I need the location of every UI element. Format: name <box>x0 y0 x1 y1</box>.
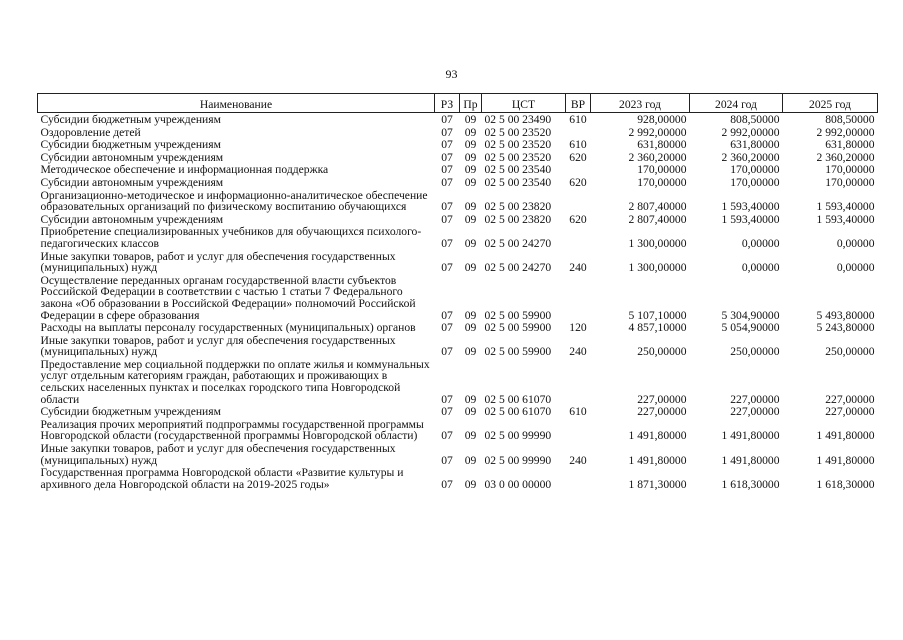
table-row <box>38 189 878 213</box>
cell-2025: 1 593,40000 <box>816 200 875 214</box>
cell-name: Оздоровление детей <box>40 125 141 139</box>
cell-pr: 09 <box>464 150 477 164</box>
cell-2025: 1 593,40000 <box>816 212 875 226</box>
cell-2025: 1 491,80000 <box>816 429 875 443</box>
cell-rz: 07 <box>441 175 453 189</box>
table-row <box>38 466 878 490</box>
table-row <box>38 250 878 274</box>
cell-name: Расходы на выплаты персоналу государственных (муниципальных) органов <box>40 321 416 335</box>
table-row <box>38 334 878 358</box>
cell-2025: 0,00000 <box>836 236 875 250</box>
cell-2025: 1 618,30000 <box>816 477 875 491</box>
cell-2023: 5 107,10000 <box>628 308 687 322</box>
cell-2025: 170,00000 <box>825 175 875 189</box>
cell-2024: 0,00000 <box>741 236 780 250</box>
header-2023: 2023 год <box>591 94 690 113</box>
cell-2025: 227,00000 <box>825 392 875 406</box>
cell-cst: 02 5 00 23540 <box>484 175 552 189</box>
table-header-row <box>38 94 878 113</box>
table-row <box>38 138 878 151</box>
cell-cst: 02 5 00 61070 <box>484 405 552 419</box>
table-row <box>38 225 878 249</box>
cell-2024: 2 992,00000 <box>721 125 780 139</box>
cell-name: Методическое обеспечение и информационная поддержка <box>40 163 329 177</box>
cell-2025: 2 360,20000 <box>816 150 875 164</box>
cell-pr: 09 <box>464 175 477 189</box>
cell-rz: 07 <box>441 261 453 275</box>
cell-cst: 02 5 00 59900 <box>484 345 552 359</box>
cell-vr <box>566 126 591 139</box>
cell-vr <box>566 225 591 249</box>
cell-cst: 02 5 00 59900 <box>484 321 552 335</box>
header-name: Наименование <box>38 94 435 113</box>
cell-vr <box>566 274 591 321</box>
budget-table <box>37 93 878 490</box>
cell-2025: 5 493,80000 <box>816 308 875 322</box>
table-row <box>38 151 878 164</box>
cell-cst: 02 5 00 23520 <box>484 138 552 152</box>
cell-2023: 631,80000 <box>637 138 687 152</box>
cell-pr: 09 <box>464 392 477 406</box>
cell-pr: 09 <box>464 453 477 467</box>
cell-rz: 07 <box>441 125 453 139</box>
cell-2023: 1 300,00000 <box>628 261 687 275</box>
cell-cst: 03 0 00 00000 <box>484 477 552 491</box>
cell-2025: 631,80000 <box>825 138 875 152</box>
cell-cst: 02 5 00 23820 <box>484 212 552 226</box>
cell-cst: 02 5 00 23820 <box>484 200 552 214</box>
cell-2025: 170,00000 <box>825 163 875 177</box>
table-row <box>38 442 878 466</box>
cell-cst: 02 5 00 99990 <box>484 453 552 467</box>
cell-pr: 09 <box>464 261 477 275</box>
cell-rz: 07 <box>441 429 453 443</box>
cell-2025: 1 491,80000 <box>816 453 875 467</box>
cell-vr <box>566 163 591 176</box>
cell-pr: 09 <box>464 138 477 152</box>
cell-name: Иные закупки товаров, работ и услуг для обеспечения государственных (муниципальных) нужд <box>40 249 396 275</box>
cell-2023: 4 857,10000 <box>628 321 687 335</box>
table-body <box>38 113 878 491</box>
cell-vr: 240 <box>569 261 587 275</box>
cell-vr: 620 <box>569 150 587 164</box>
header-vr: ВР <box>566 94 591 113</box>
cell-2023: 250,00000 <box>637 345 687 359</box>
cell-2024: 2 360,20000 <box>721 150 780 164</box>
cell-2023: 1 871,30000 <box>628 477 687 491</box>
cell-2024: 1 593,40000 <box>721 212 780 226</box>
table-row <box>38 213 878 226</box>
cell-cst: 02 5 00 23520 <box>484 125 552 139</box>
cell-cst: 02 5 00 23540 <box>484 163 552 177</box>
cell-rz: 07 <box>441 345 453 359</box>
cell-rz: 07 <box>441 477 453 491</box>
cell-cst: 02 5 00 23490 <box>484 113 552 126</box>
header-2025: 2025 год <box>783 94 878 113</box>
cell-vr: 240 <box>569 345 587 359</box>
cell-name: Иные закупки товаров, работ и услуг для обеспечения государственных (муниципальных) нужд <box>40 442 396 467</box>
cell-2024: 227,00000 <box>730 392 780 406</box>
cell-name: Государственная программа Новгородской области «Развитие культуры и архивного дела Новгородской области на 2019-2025 годы» <box>40 466 404 491</box>
cell-pr: 09 <box>464 200 477 214</box>
cell-2023: 2 360,20000 <box>628 150 687 164</box>
cell-vr: 240 <box>569 453 587 467</box>
cell-2024: 5 054,90000 <box>721 321 780 335</box>
cell-pr: 09 <box>464 212 477 226</box>
cell-2023: 227,00000 <box>637 405 687 419</box>
cell-vr <box>566 189 591 213</box>
cell-2024: 170,00000 <box>730 175 780 189</box>
cell-name: Субсидии автономным учреждениям <box>40 212 224 226</box>
cell-2023: 1 491,80000 <box>628 453 687 467</box>
cell-name: Субсидии автономным учреждениям <box>40 175 224 189</box>
cell-rz: 07 <box>441 138 453 152</box>
cell-vr: 610 <box>569 113 587 126</box>
cell-2023: 1 491,80000 <box>628 429 687 443</box>
cell-pr: 09 <box>464 163 477 177</box>
header-pr: Пр <box>460 94 482 113</box>
cell-rz: 07 <box>441 321 453 335</box>
cell-vr: 610 <box>569 405 587 419</box>
cell-2023: 1 300,00000 <box>628 236 687 250</box>
cell-2024: 250,00000 <box>730 345 780 359</box>
table-row <box>38 405 878 418</box>
cell-2023: 2 807,40000 <box>628 212 687 226</box>
cell-pr: 09 <box>464 405 477 419</box>
cell-2025: 5 243,80000 <box>816 321 875 335</box>
cell-name: Осуществление переданных органам государственной власти субъектов Российской Федерации в соответствии с частью 1 статьи 7 Федерального закона «Об образовании в Российской Федерации» полномочий Российской Федерации в сфере образования <box>40 273 416 322</box>
table-row <box>38 126 878 139</box>
cell-rz: 07 <box>441 236 453 250</box>
cell-pr: 09 <box>464 477 477 491</box>
cell-rz: 07 <box>441 453 453 467</box>
cell-cst: 02 5 00 24270 <box>484 261 552 275</box>
cell-2025: 227,00000 <box>825 405 875 419</box>
header-cst: ЦСТ <box>482 94 566 113</box>
page-number: 93 <box>445 67 458 81</box>
cell-2024: 631,80000 <box>730 138 780 152</box>
cell-rz: 07 <box>441 163 453 177</box>
cell-2023: 2 992,00000 <box>628 125 687 139</box>
cell-pr: 09 <box>464 113 477 126</box>
cell-2023: 227,00000 <box>637 392 687 406</box>
cell-2023: 928,00000 <box>637 113 687 126</box>
cell-vr <box>566 358 591 405</box>
cell-pr: 09 <box>464 429 477 443</box>
cell-2025: 0,00000 <box>836 261 875 275</box>
cell-2024: 1 618,30000 <box>721 477 780 491</box>
cell-2023: 170,00000 <box>637 175 687 189</box>
cell-2024: 227,00000 <box>730 405 780 419</box>
cell-cst: 02 5 00 59900 <box>484 308 552 322</box>
header-2024: 2024 год <box>690 94 783 113</box>
cell-vr <box>566 466 591 490</box>
cell-2024: 5 304,90000 <box>721 308 780 322</box>
table-row <box>38 321 878 334</box>
cell-rz: 07 <box>441 113 453 126</box>
cell-pr: 09 <box>464 308 477 322</box>
cell-rz: 07 <box>441 308 453 322</box>
table-row <box>38 358 878 405</box>
cell-2024: 808,50000 <box>730 113 780 126</box>
cell-rz: 07 <box>441 200 453 214</box>
table-row <box>38 274 878 321</box>
cell-pr: 09 <box>464 125 477 139</box>
table-row <box>38 163 878 176</box>
table-row <box>38 176 878 189</box>
cell-2024: 170,00000 <box>730 163 780 177</box>
cell-name: Реализация прочих мероприятий подпрограммы государственной программы Новгородской области (государственной программы Новгородской области) <box>40 417 424 443</box>
cell-pr: 09 <box>464 345 477 359</box>
cell-2025: 2 992,00000 <box>816 125 875 139</box>
cell-pr: 09 <box>464 236 477 250</box>
cell-vr: 120 <box>569 321 587 335</box>
cell-cst: 02 5 00 24270 <box>484 236 552 250</box>
cell-2023: 2 807,40000 <box>628 200 687 214</box>
cell-name: Субсидии бюджетным учреждениям <box>40 113 221 126</box>
cell-vr <box>566 418 591 442</box>
cell-2024: 1 491,80000 <box>721 429 780 443</box>
cell-2023: 170,00000 <box>637 163 687 177</box>
cell-name: Предоставление мер социальной поддержки по оплате жилья и коммунальных услуг отдельным категориям граждан, работающих и проживающих в сельских населенных пунктах и поселках городского типа Новгородской области <box>40 357 430 406</box>
table-row <box>38 113 878 126</box>
cell-name: Приобретение специализированных учебников для обучающихся психолого-педагогических классов <box>40 225 422 250</box>
cell-rz: 07 <box>441 405 453 419</box>
table-row <box>38 418 878 442</box>
cell-vr: 610 <box>569 138 587 152</box>
cell-name: Субсидии автономным учреждениям <box>40 150 224 164</box>
cell-2024: 1 491,80000 <box>721 453 780 467</box>
cell-2025: 250,00000 <box>825 345 875 359</box>
cell-name: Субсидии бюджетным учреждениям <box>40 405 221 419</box>
cell-vr: 620 <box>569 175 587 189</box>
cell-2025: 808,50000 <box>825 113 875 126</box>
cell-pr: 09 <box>464 321 477 335</box>
cell-cst: 02 5 00 23520 <box>484 150 552 164</box>
cell-cst: 02 5 00 61070 <box>484 392 552 406</box>
cell-name: Организационно-методическое и информационно-аналитическое обеспечение образовательных организаций по физическому воспитанию обучающихся <box>40 188 428 214</box>
cell-rz: 07 <box>441 212 453 226</box>
cell-name: Субсидии бюджетным учреждениям <box>40 138 221 152</box>
cell-2024: 0,00000 <box>741 261 780 275</box>
cell-name: Иные закупки товаров, работ и услуг для обеспечения государственных (муниципальных) нужд <box>40 333 396 359</box>
cell-vr: 620 <box>569 212 587 226</box>
cell-rz: 07 <box>441 392 453 406</box>
header-rz: РЗ <box>435 94 460 113</box>
cell-2024: 1 593,40000 <box>721 200 780 214</box>
cell-cst: 02 5 00 99990 <box>484 429 552 443</box>
cell-rz: 07 <box>441 150 453 164</box>
